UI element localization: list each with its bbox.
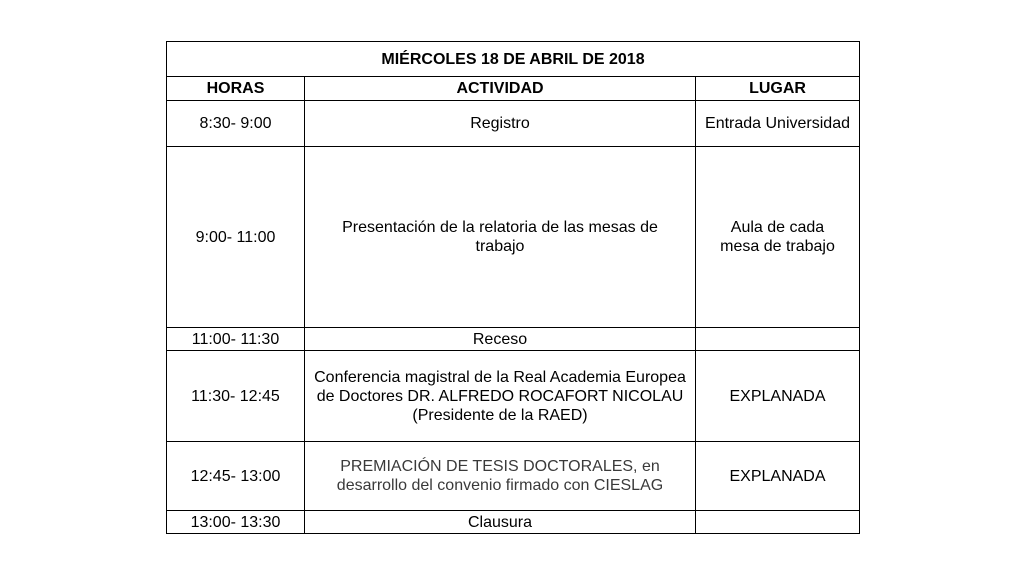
time-cell: 12:45- 13:00: [167, 442, 305, 511]
activity-cell: Conferencia magistral de la Real Academia Europea de Doctores DR. ALFREDO ROCAFORT NICOLAU (Presidente de la RAED): [305, 351, 696, 442]
activity-cell: Presentación de la relatoria de las mesas de trabajo: [305, 147, 696, 328]
activity-cell: Receso: [305, 328, 696, 351]
title-row: [167, 42, 860, 77]
header-activity: ACTIVIDAD: [305, 77, 696, 101]
time-cell: 8:30- 9:00: [167, 101, 305, 147]
time-cell: 11:00- 11:30: [167, 328, 305, 351]
table-row: [167, 511, 860, 534]
table-row: [167, 101, 860, 147]
schedule-table: [166, 41, 860, 534]
time-cell: 9:00- 11:00: [167, 147, 305, 328]
schedule-title: MIÉRCOLES 18 DE ABRIL DE 2018: [167, 42, 860, 77]
activity-cell: Registro: [305, 101, 696, 147]
place-cell: EXPLANADA: [696, 442, 860, 511]
header-row: [167, 77, 860, 101]
header-place: LUGAR: [696, 77, 860, 101]
place-cell: [696, 511, 860, 534]
place-cell: EXPLANADA: [696, 351, 860, 442]
table-row: [167, 147, 860, 328]
activity-cell: PREMIACIÓN DE TESIS DOCTORALES, en desarrollo del convenio firmado con CIESLAG: [305, 442, 696, 511]
place-cell: [696, 328, 860, 351]
place-cell: Entrada Universidad: [696, 101, 860, 147]
table-row: [167, 351, 860, 442]
activity-cell: Clausura: [305, 511, 696, 534]
time-cell: 11:30- 12:45: [167, 351, 305, 442]
table-row: [167, 442, 860, 511]
table-row: [167, 328, 860, 351]
header-hours: HORAS: [167, 77, 305, 101]
time-cell: 13:00- 13:30: [167, 511, 305, 534]
place-cell: Aula de cada mesa de trabajo: [696, 147, 860, 328]
